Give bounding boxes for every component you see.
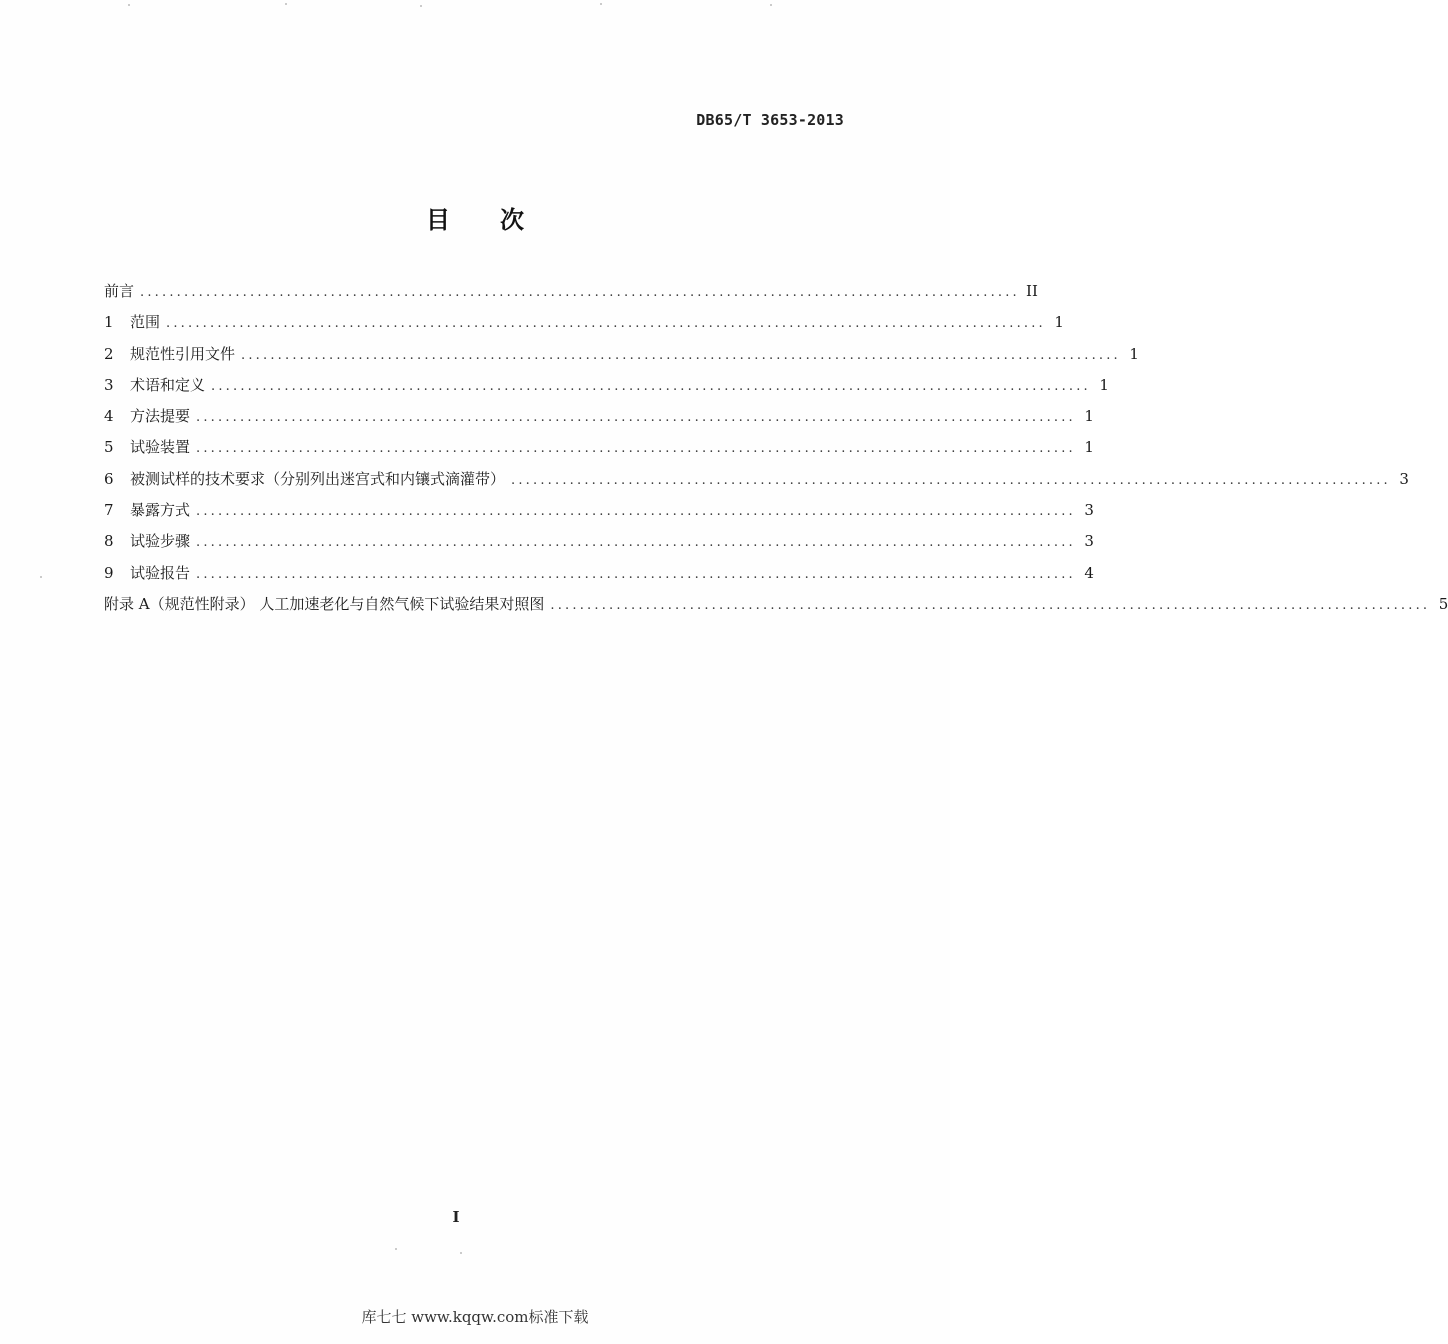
scan-speck <box>600 3 602 5</box>
toc-leader-dots: ........................................................................................................................ <box>211 378 1091 394</box>
toc-leader-dots: ........................................................................................................................ <box>241 347 1121 363</box>
toc-entry-text: 术语和定义 <box>130 375 206 394</box>
toc-entry-text: 试验步骤 <box>130 532 191 551</box>
toc-entry-1[interactable] <box>104 311 1064 342</box>
toc-entry-number: 4 <box>104 407 114 426</box>
toc-entry-text: 暴露方式 <box>130 501 191 520</box>
toc-entry-number: 5 <box>104 438 114 457</box>
scan-speck <box>420 5 422 7</box>
toc-entry-text: 方法提要 <box>130 407 191 426</box>
toc-entry-text: 试验装置 <box>130 438 191 457</box>
scan-speck <box>285 3 287 5</box>
scan-speck <box>40 576 42 578</box>
toc-leader-dots: ........................................................................................................................ <box>140 285 1020 300</box>
toc-entry-number: 8 <box>104 532 114 551</box>
toc-title: 目次 <box>426 206 574 234</box>
toc-entry-page: 4 <box>1084 563 1094 582</box>
toc-entry-page: 1 <box>1084 438 1094 457</box>
toc-leader-dots: ........................................................................................................................ <box>550 597 1431 613</box>
toc-entry-page: 3 <box>1084 501 1094 520</box>
toc-entry-text: 范围 <box>130 313 161 332</box>
toc-entry-page: 3 <box>1084 532 1094 551</box>
toc-entry-2[interactable] <box>104 343 1139 374</box>
toc-entry-text: 试验报告 <box>130 563 191 582</box>
toc-leader-dots: ........................................................................................................................ <box>196 566 1076 582</box>
toc-entry-page: 1 <box>1084 407 1094 426</box>
standard-code: DB65/T 3653-2013 <box>696 111 844 129</box>
toc-entry-foreword[interactable] <box>104 280 1038 311</box>
toc-entry-text: 被测试样的技术要求（分别列出迷宫式和内镶式滴灌带） <box>130 469 506 488</box>
toc-entry-number: 9 <box>104 563 114 582</box>
toc-entry-page: 1 <box>1099 375 1109 394</box>
scan-speck <box>460 1252 462 1254</box>
toc-entry-8[interactable] <box>104 530 1094 561</box>
toc-leader-dots: ........................................................................................................................ <box>511 472 1391 488</box>
toc-entry-text: 前言 <box>104 282 135 300</box>
toc-leader-dots: ........................................................................................................................ <box>196 441 1076 457</box>
scan-speck <box>770 4 772 6</box>
watermark-text: 库七七 www.kqqw.com标准下载 <box>361 1308 589 1326</box>
toc-leader-dots: ........................................................................................................................ <box>196 504 1076 520</box>
toc-entry-number: 7 <box>104 501 114 520</box>
toc-entry-text: 规范性引用文件 <box>130 344 236 363</box>
scan-speck <box>395 1248 397 1250</box>
toc-entry-4[interactable] <box>104 405 1094 436</box>
toc-entry-5[interactable] <box>104 436 1094 467</box>
table-of-contents <box>104 280 1448 624</box>
toc-entry-number: 2 <box>104 344 114 363</box>
toc-leader-dots: ........................................................................................................................ <box>196 535 1076 551</box>
toc-entry-number: 3 <box>104 375 114 394</box>
toc-entry-page: 5 <box>1438 594 1448 613</box>
toc-entry-page: II <box>1026 282 1038 300</box>
toc-entry-7[interactable] <box>104 499 1094 530</box>
page-number: I <box>452 1208 460 1226</box>
toc-entry-text: 附录 A（规范性附录） 人工加速老化与自然气候下试验结果对照图 <box>104 594 545 613</box>
toc-entry-page: 1 <box>1129 344 1139 363</box>
toc-entry-3[interactable] <box>104 374 1109 405</box>
toc-entry-6[interactable] <box>104 468 1409 499</box>
toc-leader-dots: ........................................................................................................................ <box>166 316 1046 332</box>
toc-entry-number: 1 <box>104 313 114 332</box>
toc-entry-9[interactable] <box>104 562 1094 593</box>
toc-entry-page: 1 <box>1054 313 1064 332</box>
toc-entry-number: 6 <box>104 469 114 488</box>
toc-entry-appendix-a[interactable] <box>104 593 1448 624</box>
toc-leader-dots: ........................................................................................................................ <box>196 410 1076 426</box>
toc-entry-page: 3 <box>1399 469 1409 488</box>
scan-speck <box>128 4 130 6</box>
